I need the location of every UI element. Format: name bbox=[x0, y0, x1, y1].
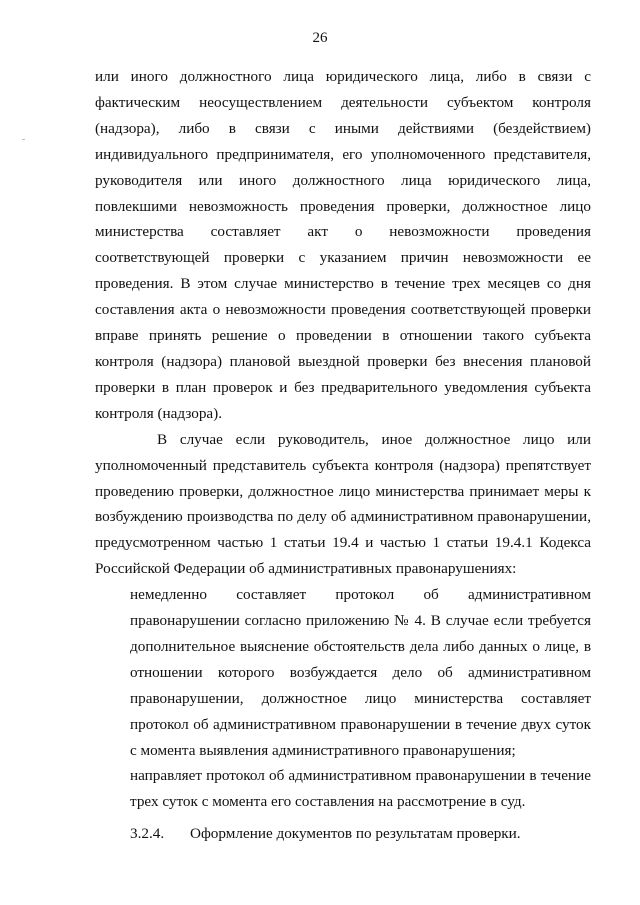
list-item-protocol: немедленно составляет протокол об административном правонарушении согласно приложению № 4. В случае если требуется дополнительное выяснение обстоятельств дела либо данных о лице, в отношении которого возбуждается дело об административном правонарушении, должностное лицо министерства составляет протокол об административном правонарушении в течение двух суток с момента выявления административного правонарушения; bbox=[130, 586, 591, 759]
document-body bbox=[95, 64, 591, 847]
scan-mark bbox=[22, 139, 25, 140]
paragraph-continuation: или иного должностного лица юридического лица, либо в связи с фактическим неосуществлением деятельности субъектом контроля (надзора), либо в связи с иными действиями (бездействием) индивидуального предпринимателя, его уполномоченного представителя, руководителя или иного должностного лица юридического лица, повлекшими невозможность проведения проверки, должностное лицо министерства составляет акт о невозможности проведения соответствующей проверки с указанием причин невозможности ее проведения. В этом случае министерство в течение трех месяцев со дня составления акта о невозможности проведения соответствующей проверки вправе принять решение о проведении в отношении такого субъекта контроля (надзора) плановой выездной проверки без внесения плановой проверки в план проверок и без предварительного уведомления субъекта контроля (надзора). bbox=[95, 68, 591, 422]
section-heading bbox=[95, 821, 591, 847]
section-number: 3.2.4. bbox=[130, 825, 165, 843]
paragraph-obstruction: В случае если руководитель, иное должностное лицо или уполномоченный представитель субъекта контроля (надзора) препятствует проведению проверки, должностное лицо министерства принимает меры к возбуждению производства по делу об административном правонарушении, предусмотренном частью 1 статьи 19.4 и частью 1 статьи 19.4.1 Кодекса Российской Федерации об административных правонарушениях: bbox=[95, 430, 591, 578]
section-title: Оформление документов по результатам проверки. bbox=[190, 825, 521, 843]
list-item-court: направляет протокол об административном правонарушении в течение трех суток с момента его составления на рассмотрение в суд. bbox=[130, 767, 591, 811]
page-number: 26 bbox=[312, 30, 328, 46]
